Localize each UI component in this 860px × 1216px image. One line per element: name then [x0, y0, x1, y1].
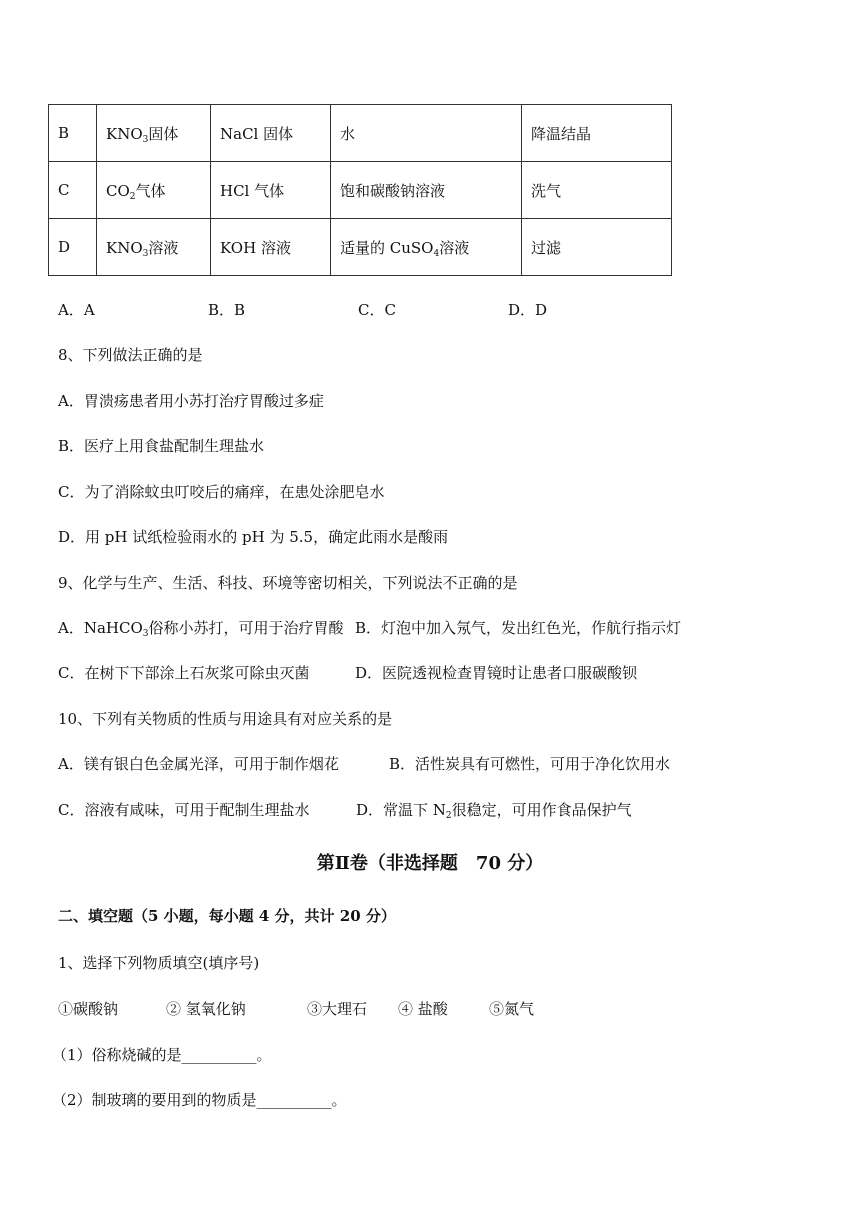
q10-stem: 10、下列有关物质的性质与用途具有对应关系的是 — [58, 710, 393, 728]
fill1-sub2: （2）制玻璃的要用到的物质是__________。 — [52, 1091, 347, 1109]
section-heading: 二、填空题（5 小题，每小题 4 分，共计 20 分） — [58, 907, 396, 925]
q7-choice-c: C．C — [358, 301, 396, 319]
table-cell-substance: $KNO_3$溶液 — [97, 219, 211, 276]
fill1-item: ② 氢氧化钠 — [166, 1000, 246, 1018]
table-cell-key: D — [49, 219, 97, 276]
table-cell-method: 洗气 — [522, 162, 672, 219]
q9-choice-c: C．在树下下部涂上石灰浆可除虫灭菌 — [58, 664, 310, 682]
q10-choice-d: D．常温下 $N_2$很稳定，可用作食品保护气 — [356, 801, 632, 821]
table-cell-impurity: KOH 溶液 — [211, 219, 331, 276]
table-cell-reagent: 饱和碳酸钠溶液 — [331, 162, 522, 219]
part-two-title: 第Ⅱ卷（非选择题 70 分） — [316, 853, 544, 874]
table-cell-method: 过滤 — [522, 219, 672, 276]
q9-choice-b: B．灯泡中加入氖气，发出红色光，作航行指示灯 — [355, 619, 682, 637]
fill1-sub1: （1）俗称烧碱的是__________。 — [52, 1046, 272, 1064]
q8-choice-b: B．医疗上用食盐配制生理盐水 — [58, 437, 265, 455]
fill1-stem: 1、选择下列物质填空(填序号) — [58, 954, 260, 972]
table-row — [49, 219, 672, 276]
table-cell-reagent: 适量的 CuSO$_4$溶液 — [331, 219, 522, 276]
q9-choice-a: A．NaHCO$_3$俗称小苏打，可用于治疗胃酸 — [58, 619, 344, 639]
fill1-item: ③大理石 — [307, 1000, 368, 1018]
table-cell-key: C — [49, 162, 97, 219]
q8-choice-d: D．用 pH 试纸检验雨水的 pH 为 5.5，确定此雨水是酸雨 — [58, 528, 449, 546]
q8-choice-a: A．胃溃疡患者用小苏打治疗胃酸过多症 — [58, 392, 324, 410]
q7-choice-a: A．A — [58, 301, 95, 319]
q7-choice-d: D．D — [508, 301, 548, 319]
q8-choice-c: C．为了消除蚊虫叮咬后的痛痒，在患处涂肥皂水 — [58, 483, 385, 501]
q8-stem: 8、下列做法正确的是 — [58, 346, 203, 364]
q9-stem: 9、化学与生产、生活、科技、环境等密切相关，下列说法不正确的是 — [58, 574, 518, 592]
q10-choice-b: B．活性炭具有可燃性，可用于净化饮用水 — [389, 755, 671, 773]
fill1-item: ⑤氮气 — [489, 1000, 535, 1018]
table-cell-method: 降温结晶 — [522, 105, 672, 162]
q10-choice-a: A．镁有银白色金属光泽，可用于制作烟花 — [58, 755, 339, 773]
table-cell-impurity: HCl 气体 — [211, 162, 331, 219]
table-cell-impurity: NaCl 固体 — [211, 105, 331, 162]
fill1-item: ①碳酸钠 — [58, 1000, 119, 1018]
table-row — [49, 162, 672, 219]
q7-choice-b: B．B — [208, 301, 246, 319]
table-cell-reagent: 水 — [331, 105, 522, 162]
table-cell-key: B — [49, 105, 97, 162]
q10-choice-c: C．溶液有咸味，可用于配制生理盐水 — [58, 801, 310, 819]
table-cell-substance: $KNO_3$固体 — [97, 105, 211, 162]
table-cell-substance: $CO_2$气体 — [97, 162, 211, 219]
options-table — [48, 104, 672, 276]
q9-choice-d: D．医院透视检查胃镜时让患者口服碳酸钡 — [355, 664, 638, 682]
fill1-item: ④ 盐酸 — [398, 1000, 448, 1018]
table-row — [49, 105, 672, 162]
